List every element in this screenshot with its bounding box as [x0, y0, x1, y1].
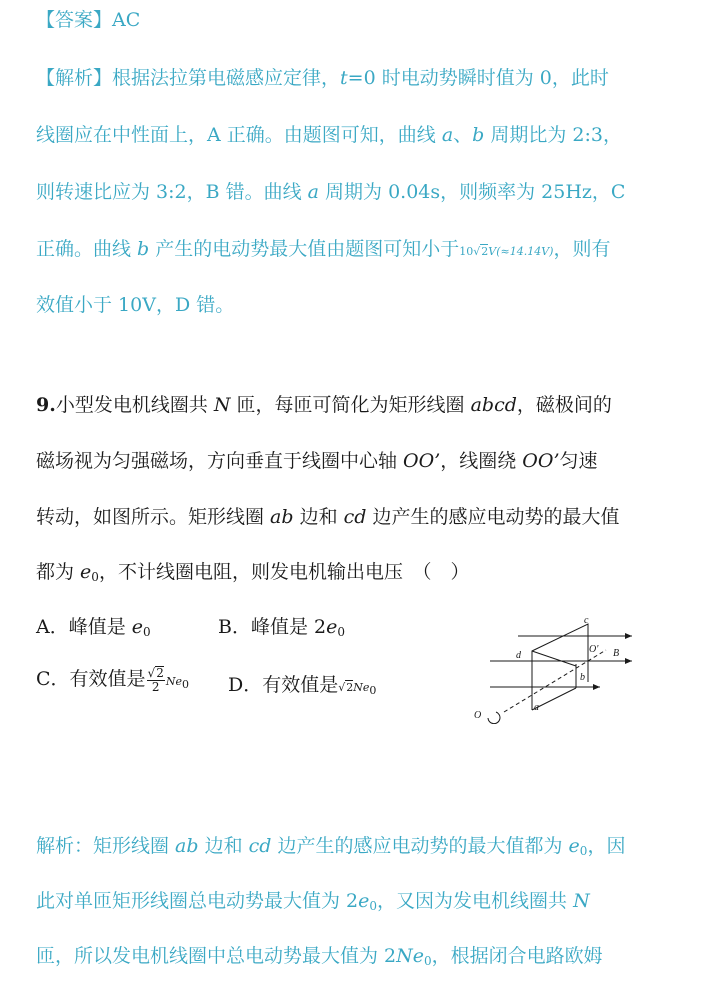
text: 线圈应在中性面上，A 正确。由题图可知，曲线	[36, 124, 442, 146]
text: ，根据闭合电路欧姆	[431, 945, 603, 967]
var-ab: ab	[270, 506, 294, 528]
answer-line	[36, 5, 140, 32]
text: 磁场视为匀强磁场，方向垂直于线圈中心轴	[36, 450, 404, 472]
analysis-line-3	[36, 177, 625, 204]
option-D[interactable]	[228, 670, 376, 697]
subscript: 0	[424, 954, 432, 968]
label-O: O	[474, 710, 482, 721]
option-C[interactable]	[36, 664, 189, 694]
question9-line-1	[36, 390, 612, 417]
option-label: B．峰值是 2	[218, 616, 327, 638]
text: 解析：矩形线圈	[36, 835, 176, 857]
text: 周期为 0.04s，则频率为 25Hz，C	[319, 181, 626, 203]
var-ab: ab	[175, 835, 199, 857]
coil-edge	[532, 651, 576, 666]
var-abcd: abcd	[470, 394, 517, 416]
text: 正确。曲线	[36, 238, 138, 260]
var-b: b	[472, 124, 485, 146]
text: ，因	[587, 835, 626, 857]
text: 匝，所以发电机线圈中总电动势最大值为 2	[36, 945, 397, 967]
text: 产生的电动势最大值由题图可知小于	[149, 238, 460, 260]
analysis-label: 【解析】	[36, 67, 113, 89]
var-N: N	[213, 394, 231, 416]
label-d: d	[516, 650, 521, 661]
text: 边和	[293, 506, 344, 528]
option-label: A．峰值是	[36, 616, 132, 638]
radicand: 2	[156, 666, 164, 680]
option-label: D．有效值是	[228, 674, 339, 696]
subscript: 0	[337, 625, 345, 639]
subscript: 0	[369, 684, 377, 697]
var-e: e	[80, 561, 92, 583]
answer-label: 【答案】	[36, 9, 113, 31]
text: 转动，如图所示。矩形线圈	[36, 506, 271, 528]
question9-line-3	[36, 502, 620, 529]
label-O-prime: O'	[589, 644, 599, 655]
subscript: 0	[181, 678, 189, 691]
text: ，不计线圈电阻，则发电机输出电压 （ ）	[98, 561, 470, 583]
option-label: C．有效值是	[36, 668, 146, 690]
var-e: e	[568, 835, 580, 857]
analysis-line-5	[36, 290, 234, 317]
question9-line-4	[36, 557, 469, 584]
text: ，磁极间的	[516, 394, 612, 416]
var-Ne: Ne	[165, 675, 182, 688]
formula-radicand: 2	[481, 245, 489, 258]
formula-part: V(≈14.14V)	[488, 245, 554, 258]
text: 效值小于 10V，D 错。	[36, 294, 235, 316]
text: 边和	[198, 835, 249, 857]
var-Ne: Ne	[353, 681, 370, 694]
analysis-line-1	[36, 63, 609, 90]
question9-line-2	[36, 446, 598, 473]
var-e: e	[326, 616, 338, 638]
var-OO: OO’	[522, 450, 560, 472]
text: ，线圈绕	[440, 450, 523, 472]
text: 、	[453, 124, 473, 146]
var-t: t	[340, 67, 348, 89]
option-A[interactable]	[36, 612, 151, 639]
var-OO: OO’	[403, 450, 441, 472]
var-N: N	[573, 890, 590, 912]
label-c: c	[584, 615, 589, 626]
generator-coil-figure	[470, 614, 640, 724]
analysis-line-4	[36, 234, 610, 261]
var-e: e	[131, 616, 144, 638]
text: ，则有	[553, 238, 611, 260]
text: 匝，每匝可简化为矩形线圈	[230, 394, 471, 416]
fraction-numerator: √2	[147, 666, 164, 680]
text: 周期比为 2:3，	[484, 124, 622, 146]
var-cd: cd	[248, 835, 272, 857]
radicand: 2	[346, 681, 354, 694]
text: 则转速比应为 3:2，B 错。曲线	[36, 181, 308, 203]
analysis9-line-2	[36, 886, 590, 913]
var-e: e	[358, 890, 370, 912]
text: 匀速	[559, 450, 598, 472]
formula-inline: 10√2V(≈14.14V)	[459, 245, 554, 258]
text: =0 时电动势瞬时值为 0，此时	[347, 67, 609, 89]
text: 都为	[36, 561, 81, 583]
var-cd: cd	[343, 506, 367, 528]
question-number: 9.	[36, 394, 56, 416]
subscript: 0	[143, 625, 151, 639]
var-b: b	[137, 238, 150, 260]
option-B[interactable]	[218, 612, 345, 639]
fraction	[147, 666, 165, 694]
text: 此对单匝矩形线圈总电动势最大值为 2	[36, 890, 359, 912]
subscript: 0	[369, 899, 378, 913]
rotation-arrow	[488, 712, 500, 724]
label-b: b	[580, 672, 585, 683]
label-B: B	[613, 648, 620, 659]
text: 边产生的感应电动势的最大值都为	[271, 835, 569, 857]
var-a: a	[441, 124, 454, 146]
analysis-line-2	[36, 120, 622, 147]
var-a: a	[307, 181, 319, 203]
text: 根据法拉第电磁感应定律，	[112, 67, 341, 89]
var-Ne: Ne	[396, 945, 425, 967]
answer-value: AC	[112, 9, 141, 31]
text: ，又因为发电机线圈共	[377, 890, 574, 912]
text: 边产生的感应电动势的最大值	[366, 506, 620, 528]
analysis9-line-3	[36, 941, 603, 968]
label-a: a	[534, 702, 539, 713]
sqrt: √2	[338, 681, 354, 694]
subscript: 0	[91, 570, 99, 584]
fraction-denominator: 2	[151, 680, 160, 694]
text: 小型发电机线圈共	[55, 394, 214, 416]
formula-part: 10	[459, 245, 474, 258]
analysis9-line-1	[36, 831, 625, 858]
subscript: 0	[579, 844, 588, 858]
